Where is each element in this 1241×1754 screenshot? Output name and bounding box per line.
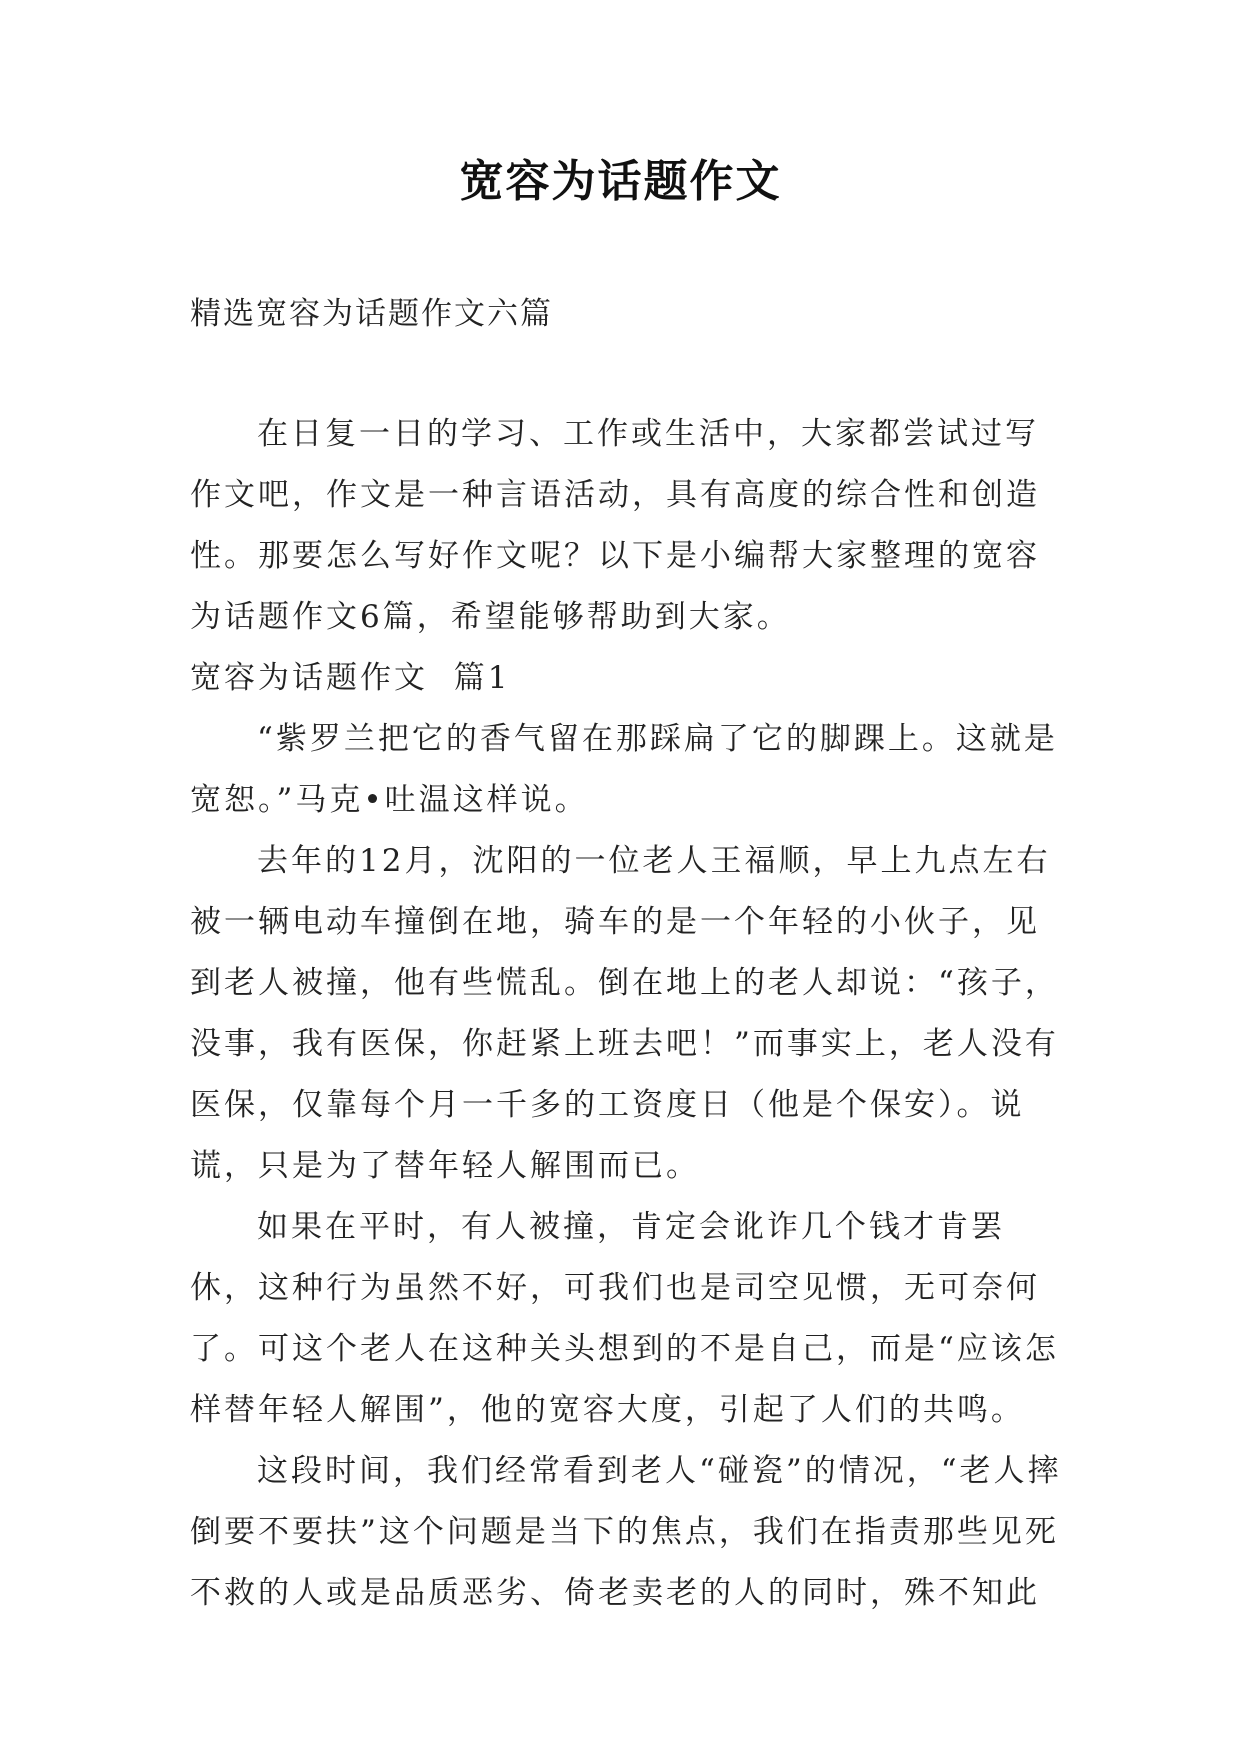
document-body [190, 404, 1070, 1624]
section-heading: 宽容为话题作文 篇1 [190, 660, 511, 696]
body-paragraph: 去年的12月，沈阳的一位老人王福顺，早上九点左右被一辆电动车撞倒在地，骑车的是一个年轻的小伙子，见到老人被撞，他有些慌乱。倒在地上的老人却说：“孩子，没事，我有医保，你赶紧上班去吧！”而事实上，老人没有医保，仅靠每个月一千多的工资度日（他是个保安）。说谎，只是为了替年轻人解围而已。 [190, 843, 1059, 1184]
body-paragraph: 这段时间，我们经常看到老人“碰瓷”的情况，“老人摔倒要不要扶”这个问题是当下的焦点，我们在指责那些见死不救的人或是品质恶劣、倚老卖老的人的同时，殊不知此 [190, 1453, 1062, 1611]
body-paragraph: “紫罗兰把它的香气留在那踩扁了它的脚踝上。这就是宽恕。”马克•吐温这样说。 [190, 721, 1058, 818]
intro-paragraph: 在日复一日的学习、工作或生活中，大家都尝试过写作文吧，作文是一种言语活动，具有高度的综合性和创造性。那要怎么写好作文呢？以下是小编帮大家整理的宽容为话题作文6篇，希望能够帮助到大家。 [190, 416, 1040, 635]
document-subtitle: 精选宽容为话题作文六篇 [190, 296, 553, 332]
body-paragraph: 如果在平时，有人被撞，肯定会讹诈几个钱才肯罢休，这种行为虽然不好，可我们也是司空见惯，无可奈何了。可这个老人在这种关头想到的不是自己，而是“应该怎样替年轻人解围”，他的宽容大度，引起了人们的共鸣。 [190, 1209, 1059, 1428]
document-title: 宽容为话题作文 [459, 156, 782, 207]
